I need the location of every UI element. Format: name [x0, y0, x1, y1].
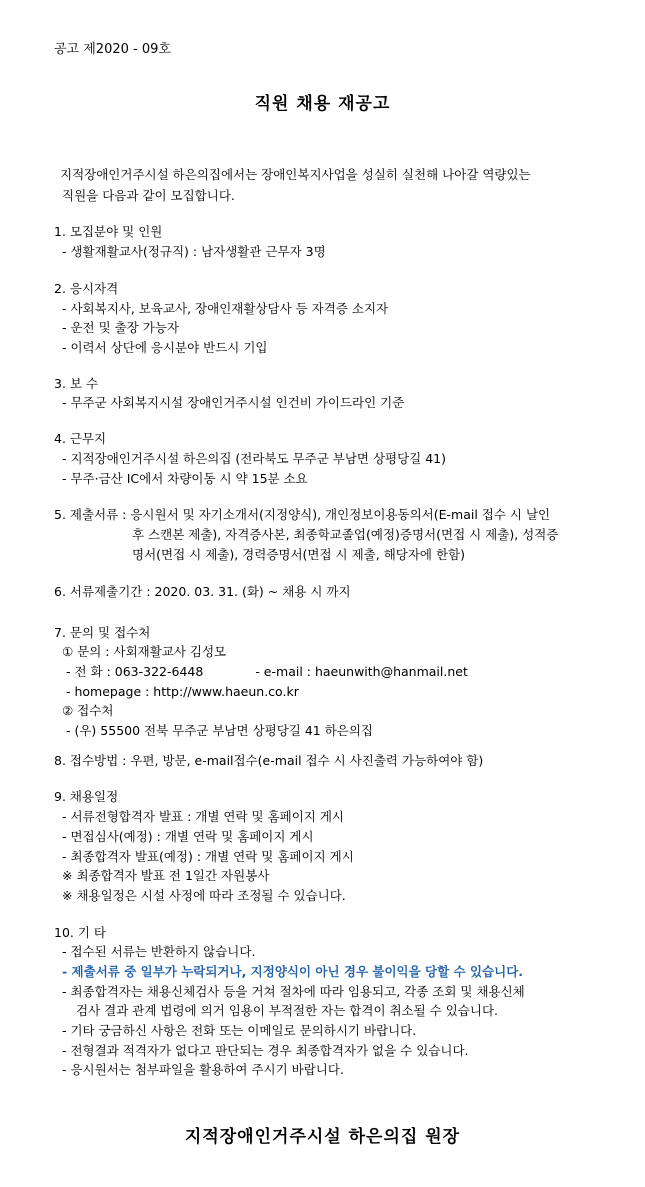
section-2-item: - 운전 및 출장 가능자: [62, 320, 180, 335]
section-4-item: - 무주·금산 IC에서 차량이동 시 약 15분 소요: [62, 471, 308, 486]
section-1-heading: 1. 모집분야 및 인원: [54, 224, 163, 239]
section-7-reception: ② 접수처: [62, 703, 114, 718]
section-9-heading: 9. 채용일정: [54, 789, 119, 804]
section-7-heading: 7. 문의 및 접수처: [54, 625, 151, 640]
address-text: - (우) 55500 전북 무주군 부남면 상평당길 41 하은의집: [66, 723, 373, 738]
section-9-item: - 면접심사(예정) : 개별 연락 및 홈페이지 게시: [62, 829, 314, 844]
homepage-text: - homepage : http://www.haeun.co.kr: [66, 684, 299, 699]
section-10-item-cont: 검사 결과 관계 법령에 의거 임용이 부적절한 자는 합격이 취소될 수 있습니다.: [76, 1003, 499, 1018]
section-9-item: - 서류전형합격자 발표 : 개별 연락 및 홈페이지 게시: [62, 809, 345, 824]
section-10-item: - 접수된 서류는 반환하지 않습니다.: [62, 944, 256, 959]
section-4-item: - 지적장애인거주시설 하은의집 (전라북도 무주군 부남면 상평당길 41): [62, 451, 447, 466]
section-9-note: ※ 채용일정은 시설 사정에 따라 조정될 수 있습니다.: [62, 888, 346, 903]
section-9-note: ※ 최종합격자 발표 전 1일간 자원봉사: [62, 868, 270, 883]
section-5-line-2: 후 스캔본 제출), 자격증사본, 최종학교졸업(예정)증명서(면접 시 제출), 성적증: [132, 527, 559, 542]
phone-text: - 전 화 : 063-322-6448: [66, 664, 204, 679]
intro-line-1: 지적장애인거주시설 하은의집에서는 장애인복지사업을 성실히 실천해 나아갈 역량있는: [60, 167, 531, 182]
section-10-item: - 응시원서는 첨부파일을 활용하여 주시기 바랍니다.: [62, 1062, 344, 1077]
section-4-heading: 4. 근무지: [54, 431, 107, 446]
section-6-heading: 6. 서류제출기간 : 2020. 03. 31. (화) ~ 채용 시 까지: [54, 584, 351, 599]
section-10-item: - 최종합격자는 채용신체검사 등을 거쳐 절차에 따라 임용되고, 각종 조회 및 채용신체: [62, 984, 525, 999]
section-2-heading: 2. 응시자격: [54, 281, 119, 296]
section-5-line-1: 5. 제출서류 : 응시원서 및 자기소개서(지정양식), 개인정보이용동의서(E-mail 접수 시 날인: [54, 507, 551, 522]
section-3-heading: 3. 보 수: [54, 376, 99, 391]
notice-number: 공고 제2020 - 09호: [54, 42, 171, 57]
intro-line-2: 직원을 다음과 같이 모집합니다.: [62, 188, 235, 203]
section-8-heading: 8. 접수방법 : 우편, 방문, e-mail접수(e-mail 접수 시 사진출력 가능하여야 함): [54, 753, 484, 768]
section-2-item: - 이력서 상단에 응시분야 반드시 기입: [62, 340, 268, 355]
section-3-item: - 무주군 사회복지시설 장애인거주시설 인건비 가이드라인 기준: [62, 395, 405, 410]
section-10-item: - 기타 궁금하신 사항은 전화 또는 이메일로 문의하시기 바랍니다.: [62, 1023, 417, 1038]
page-title: 직원 채용 재공고: [254, 94, 391, 114]
section-9-item: - 최종합격자 발표(예정) : 개별 연락 및 홈페이지 게시: [62, 849, 354, 864]
section-10-warning: - 제출서류 중 일부가 누락되거나, 지정양식이 아닌 경우 불이익을 당할 수 있습니다.: [62, 964, 524, 979]
section-7-inquiry: ① 문의 : 사회재활교사 김성모: [62, 644, 227, 659]
section-2-item: - 사회복지사, 보육교사, 장애인재활상담사 등 자격증 소지자: [62, 301, 389, 316]
email-text: - e-mail : haeunwith@hanmail.net: [255, 664, 468, 679]
section-10-item: - 전형결과 적격자가 없다고 판단되는 경우 최종합격자가 없을 수 있습니다.: [62, 1043, 469, 1058]
footer-signature: 지적장애인거주시설 하은의집 원장: [184, 1127, 461, 1147]
section-10-heading: 10. 기 타: [54, 925, 106, 940]
section-5-line-3: 명서(면접 시 제출), 경력증명서(면접 시 제출, 해당자에 한함): [132, 547, 465, 562]
section-7-contact-row: [66, 664, 468, 679]
section-1-item: - 생활재활교사(정규직) : 남자생활관 근무자 3명: [62, 244, 326, 259]
